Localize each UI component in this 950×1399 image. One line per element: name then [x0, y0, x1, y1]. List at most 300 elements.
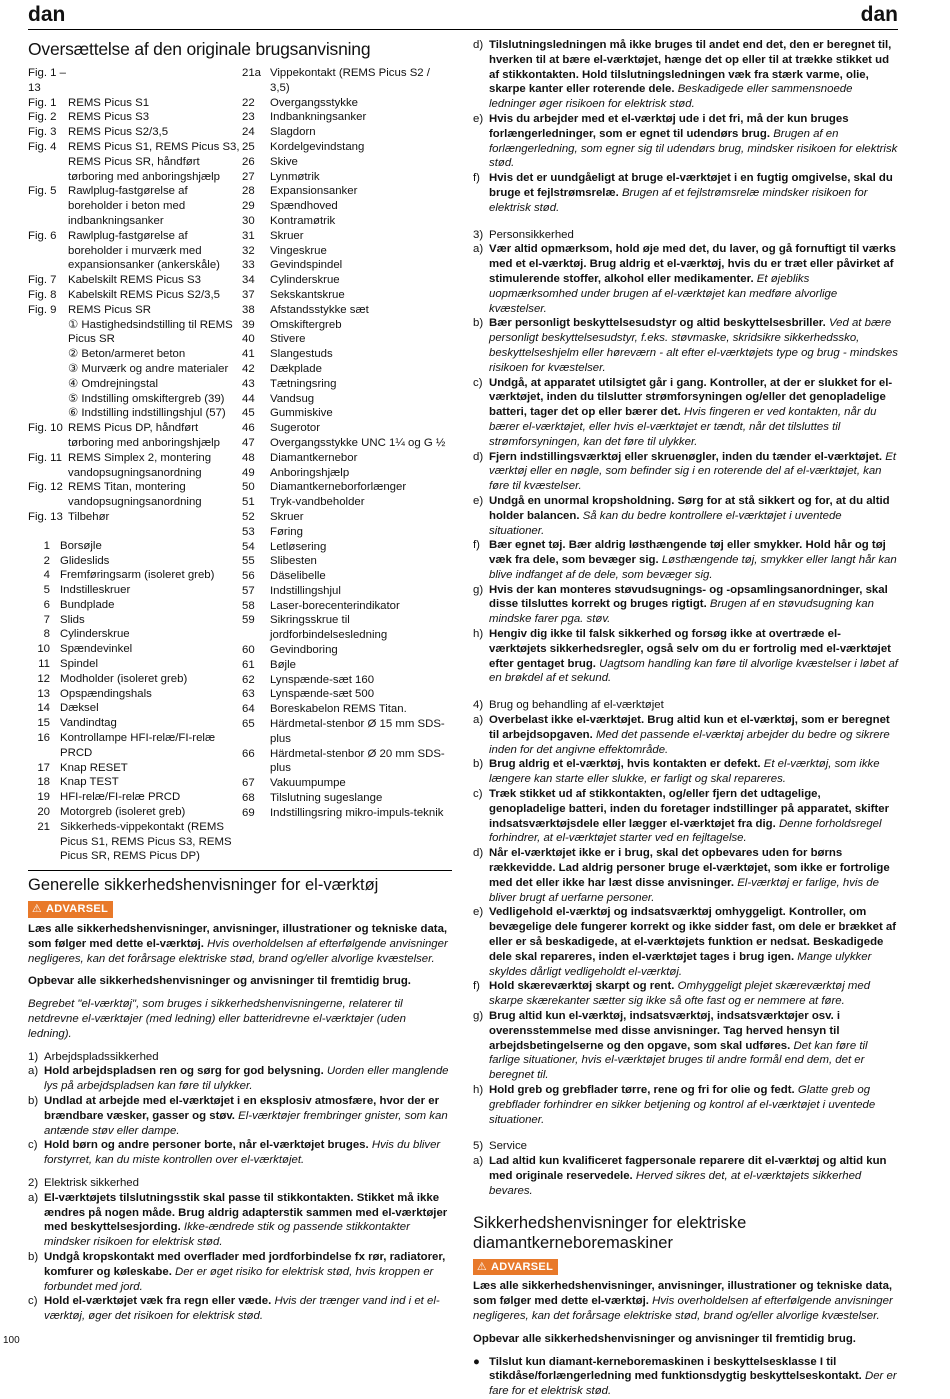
figure-row: [28, 288, 242, 303]
instruction-item: [473, 1009, 898, 1083]
item-bold-text: Vær altid opmærksom, hold øje med det, du laver, og gå fornuftigt til værks med et el-værktøj. Brug aldrig et el-værktøj, hvis du er træt eller påvirket af stimulerende stoffer, alkohol eller medikamenter.: [489, 243, 896, 285]
item-text: [489, 1083, 898, 1127]
intro-italic: Hvis overholdelsen af efterfølgende anvisninger negligeres, kan det forårsage elektriske stød, brand og/eller alvorlige kvæstelser.: [473, 1295, 893, 1322]
figure-row-value: ② Beton/armeret beton: [68, 348, 186, 361]
part-row-key: 28: [242, 185, 255, 198]
item-italic-text: El-værktøj er farlige, hvis de bliver brugt af uerfarne personer.: [489, 876, 879, 904]
instruction-item: [473, 112, 898, 171]
part-row: [242, 480, 452, 495]
part-row: [28, 701, 242, 716]
item-letter: e): [473, 906, 484, 919]
part-row-key: 29: [242, 200, 255, 213]
item-text: [489, 627, 898, 686]
item-bold-text: Tilslutningsledningen må ikke bruges til andet end det, den er beregnet til, hverken til at bære el-værktøjet, hænge det op eller til at trække stikket ud af stikkontakten. Hold tilslutningsledningen væk fra stærk varme, olie, skarpe kanter eller roterende dele.: [489, 39, 892, 96]
part-row-key: 60: [242, 644, 255, 657]
part-row-key: 13: [37, 687, 50, 700]
figure-row: [28, 362, 242, 377]
figure-row: [28, 421, 242, 451]
part-row: [242, 673, 452, 688]
part-row-value: Slagdorn: [270, 126, 316, 139]
part-row: [28, 761, 242, 776]
figure-row: [28, 66, 242, 96]
part-row-key: 23: [242, 111, 255, 124]
section-heading-5: [473, 1139, 898, 1154]
item-italic-text: Løsthængende tøj, smykker eller langt hår kan blive indfanget af de dele, som bevæger sig.: [489, 554, 897, 581]
item-letter: c): [28, 1139, 38, 1152]
spacer: [28, 525, 242, 539]
item-text: [489, 316, 898, 375]
section-title-1: Arbejdspladssikkerhed: [44, 1050, 159, 1063]
item-letter: d): [473, 847, 484, 860]
section-number: 2): [28, 1176, 39, 1189]
part-row-value: Gummiskive: [270, 407, 333, 420]
item-text: [44, 1138, 452, 1168]
part-row-key: 14: [37, 702, 50, 715]
intro-paragraph-2: [473, 1279, 898, 1323]
part-row-value: Opspændingshals: [60, 687, 152, 700]
part-row-key: 15: [37, 717, 50, 730]
item-italic-text: Brugen af en støvudsugning kan mindske farer pga. støv.: [489, 598, 874, 626]
section-4-items: [473, 713, 898, 1127]
parts-list-a: [28, 539, 242, 865]
part-row: [242, 643, 452, 658]
part-row-key: 50: [242, 481, 255, 494]
section-number: 5): [473, 1140, 484, 1153]
diamond-safety-title: Sikkerhedshenvisninger for elektriske diamantkerneboremaskiner: [473, 1213, 747, 1252]
part-row: [28, 568, 242, 583]
figure-row-key: Fig. 1: [28, 96, 57, 109]
part-row-value: Sikringsskrue til jordforbindelsesledning: [270, 614, 388, 642]
part-row-key: 57: [242, 584, 255, 597]
part-row: [242, 525, 452, 540]
item-bold-text: Undgå en unormal kropsholdning. Sørg for at stå sikkert og for, at du altid holder balancen.: [489, 494, 890, 522]
part-row-value: Tætningsring: [270, 377, 337, 390]
warning-label: ADVARSEL: [46, 903, 109, 916]
part-row-value: Føring: [270, 525, 303, 538]
part-row-key: 25: [242, 140, 255, 153]
item-letter: h): [473, 628, 484, 641]
item-bold-text: Hvis du arbejder med et el-værktøj ude i det fri, må der kun bruges forlængerledninger, som er egnet til udendørs brug.: [489, 112, 849, 140]
figure-row-key: Fig. 1 – 13: [28, 67, 66, 94]
part-row: [242, 584, 452, 599]
part-row-key: 27: [242, 170, 255, 183]
part-row-key: 69: [242, 806, 255, 819]
item-letter: b): [28, 1250, 39, 1263]
part-row-key: 59: [242, 614, 255, 627]
part-row-value: Borsøjle: [60, 539, 102, 552]
figure-row-key: [28, 318, 68, 348]
part-row-value: Vakuumpumpe: [270, 777, 346, 790]
part-row: [242, 347, 452, 362]
part-row-key: 61: [242, 658, 255, 671]
part-row-value: Motorgreb (isoleret greb): [60, 806, 186, 819]
part-row-key: 18: [37, 776, 50, 789]
left-column: [28, 38, 452, 1324]
general-safety-title: Generelle sikkerhedshenvisninger for el-værktøj: [28, 876, 379, 895]
part-row: [28, 687, 242, 702]
part-row: [242, 96, 452, 111]
section-5-items: [473, 1154, 898, 1198]
instruction-item: [473, 171, 898, 215]
part-row: [242, 702, 452, 717]
item-italic-text: Det kan føre til farlige situationer, hvis el-værktøjet bruges til andre formål end dem, det er beregnet til.: [489, 1039, 868, 1082]
part-row-value: Letløsering: [270, 540, 327, 553]
item-bold-text: Fjern indstillingsværktøj eller skruenøgler, inden du tænder el-værktøjet.: [489, 450, 883, 463]
item-letter: f): [473, 539, 480, 552]
instruction-item: [473, 242, 898, 316]
header-language-right: dan: [860, 3, 898, 26]
item-bold-text: Hold arbejdspladsen ren og sørg for god belysning.: [44, 1065, 324, 1078]
part-row-value: Indstillingsring mikro-impuls-teknik: [270, 806, 444, 819]
warning-triangle-icon: ⚠: [31, 903, 43, 916]
instruction-item: [28, 1294, 452, 1324]
part-row: [242, 747, 452, 777]
figure-row-value: REMS Picus S1, REMS Picus S3, REMS Picus SR, håndført tørboring med anboringshjælp: [68, 140, 240, 183]
part-row-key: 12: [37, 672, 50, 685]
part-row-value: Stivere: [270, 333, 306, 346]
item-italic-text: Glatte greb og grebflader forhindrer en sikker betjening og kontrol af el-værktøjet i uventede situationer.: [489, 1083, 876, 1126]
item-bold-text: Hvis det er uundgåeligt at bruge el-værktøjet i en fugtig omgivelse, skal du bruge et fejlstrømsrelæ.: [489, 172, 893, 199]
part-row-value: Skruer: [270, 510, 304, 523]
item-text: [489, 450, 898, 494]
part-row-value: Spindel: [60, 658, 98, 671]
part-row-key: 19: [37, 791, 50, 804]
part-row-value: Vandsug: [270, 392, 315, 405]
part-row-value: Härdmetal-stenbor Ø 15 mm SDS-plus: [270, 718, 445, 745]
item-bold-text: Overbelast ikke el-værktøjet. Brug altid kun et el-værktøj, som er beregnet til arbejdsopgaven.: [489, 714, 890, 741]
item-letter: a): [473, 1155, 484, 1168]
part-row-key: 44: [242, 392, 255, 405]
item-letter: f): [473, 980, 480, 993]
item-italic-text: Med det passende el-værktøj arbejder du bedre og sikrere inden for det angivne effektområde.: [489, 728, 890, 756]
instruction-item: [473, 1154, 898, 1198]
part-row-key: 38: [242, 303, 255, 316]
part-row-key: 43: [242, 377, 255, 390]
part-row-value: Anboringshjælp: [270, 466, 350, 479]
item-italic-text: Hvis du bliver forstyrret, kan du miste kontrollen over el-værktøjet.: [44, 1139, 441, 1167]
figure-row: [28, 406, 242, 421]
part-row-value: Däselibelle: [270, 570, 326, 583]
item-text: [44, 1064, 452, 1094]
section-heading-4: [473, 698, 898, 713]
figure-row-key: [28, 362, 68, 377]
figure-row-key: Fig. 11: [28, 451, 62, 464]
part-row: [242, 273, 452, 288]
part-row-value: Indbankningsanker: [270, 111, 367, 124]
item-text: [44, 1250, 452, 1294]
figure-row-value: ① Hastighedsindstilling til REMS Picus SR: [68, 318, 233, 346]
item-letter: c): [473, 376, 483, 389]
item-italic-text: Et el-værktøj, som ikke længere kan starte eller slukke, er farligt og skal repareres.: [489, 758, 880, 786]
figure-row-key: [28, 392, 68, 407]
part-row-key: 37: [242, 288, 255, 301]
item-bold-text: Bær egnet tøj. Bær aldrig løsthængende tøj eller smykker. Hold hår og tøj væk fra dele, som bevæger sig.: [489, 539, 886, 567]
part-row: [28, 820, 242, 864]
part-row-key: 6: [43, 598, 50, 611]
part-row: [242, 303, 452, 318]
item-bold-text: Hold børn og andre personer borte, når el-værktøjet bruges.: [44, 1139, 369, 1152]
item-italic-text: Uorden eller manglende lys på arbejdspladsen kan føre til ulykker.: [44, 1065, 449, 1093]
figure-row-key: [28, 406, 68, 421]
instruction-item: [28, 1094, 452, 1138]
item-bold-text: Undgå, at apparatet utilsigtet går i gang. Kontroller, at der er slukket for el-værktøjet, inden du tilslutter strømforsyningen og/eller det genopladelige batteri, tager det op eller bærer det.: [489, 376, 893, 419]
figure-row: [28, 347, 242, 362]
part-row-value: Glideslids: [60, 554, 110, 567]
item-italic-text: Hvis fingeren er ved kontakten, når du bærer el-værktøjet, eller hvis el-værktøjet er tændt, når det tilsluttes til strømforsyningen, kan det føre til ulykker.: [489, 406, 877, 448]
instruction-item: [473, 713, 898, 757]
instruction-item: [28, 1250, 452, 1294]
item-text: [489, 905, 898, 979]
instruction-item: [473, 494, 898, 538]
part-row-value: Slibesten: [270, 555, 317, 568]
part-row-key: 22: [242, 96, 255, 109]
part-row: [242, 717, 452, 747]
part-row-key: 49: [242, 466, 255, 479]
part-row: [242, 436, 452, 451]
part-row-key: 4: [43, 569, 50, 582]
part-row-key: 5: [43, 584, 50, 597]
part-row-value: Slangestuds: [270, 348, 333, 361]
intro-italic: Hvis overholdelsen af efterfølgende anvisninger negligeres, kan det forårsage elektriske stød, brand og/eller alvorlige kvæstelser.: [28, 937, 448, 965]
part-row: [28, 731, 242, 761]
part-row-value: Gevindspindel: [270, 259, 343, 272]
part-row: [28, 627, 242, 642]
item-letter: b): [28, 1095, 39, 1107]
section-2-items-continued: [473, 38, 898, 216]
item-italic-text: Ikke-ændrede stik og passende stikkontakter mindsker risikoen for elektrisk stød.: [44, 1221, 410, 1249]
part-row: [28, 790, 242, 805]
item-italic-text: Herved sikres det, at el-værktøjets sikkerhed bevares.: [489, 1169, 862, 1197]
instruction-item: [28, 1191, 452, 1250]
item-letter: e): [473, 112, 484, 125]
part-row: [28, 775, 242, 790]
instruction-item: [28, 1064, 452, 1094]
part-row-value: HFI-relæ/FI-relæ PRCD: [60, 791, 181, 804]
item-text: [489, 112, 898, 171]
bullet-bold: Tilslut kun diamant-kerneboremaskinen i beskyttelsesklasse I til stikdåse/forlængerledning med funktionsdygtig beskyttelseskontakt.: [489, 1355, 862, 1383]
part-row-key: 41: [242, 348, 255, 361]
part-row: [242, 214, 452, 229]
part-row-key: 68: [242, 792, 255, 805]
part-row-value: Knap RESET: [60, 761, 128, 774]
instruction-item: [473, 316, 898, 375]
part-row-key: 2: [43, 554, 50, 567]
item-text: [489, 583, 898, 627]
figure-row: [28, 392, 242, 407]
item-bold-text: Undgå kropskontakt med overflader med jordforbindelse fx rør, radiatorer, komfurer og køleskabe.: [44, 1250, 446, 1278]
parts-list-b: [242, 66, 452, 821]
item-text: [489, 1154, 898, 1198]
item-letter: e): [473, 494, 484, 507]
figure-row: [28, 184, 242, 228]
instruction-item: [473, 787, 898, 846]
item-letter: h): [473, 1083, 484, 1096]
section-number: 4): [473, 699, 484, 712]
figure-row-value: Tilbehør: [68, 510, 110, 523]
part-row-key: 54: [242, 540, 255, 553]
item-text: [489, 376, 898, 450]
figure-row-value: Rawlplug-fastgørelse af boreholder i murværk med expansionsanker (ankerskåle): [68, 229, 220, 272]
item-italic-text: Et øjebliks uopmærksomhed under brugen af el-værktøjet kan medføre alvorlige kvæstelser.: [489, 272, 838, 315]
item-text: [489, 713, 898, 757]
part-row-key: 11: [38, 658, 50, 671]
part-row-key: 16: [37, 732, 50, 745]
figure-row: [28, 140, 242, 184]
figure-row-key: Fig. 9: [28, 303, 57, 316]
section-1-items: [28, 1064, 452, 1168]
part-row-value: Boreskabelon REMS Titan.: [270, 703, 407, 716]
part-row-key: 26: [242, 155, 255, 168]
figure-row: [28, 480, 242, 510]
part-row: [242, 540, 452, 555]
item-bold-text: Hengiv dig ikke til falsk sikkerhed og forsøg ikke at overtræde el-værktøjets sikkerhedsregler, også selv om du er fortrolig med el-værktøjet efter gentaget brug.: [489, 628, 891, 670]
part-row: [242, 318, 452, 333]
part-row-key: 67: [242, 777, 255, 790]
item-italic-text: Omhyggeligt plejet skæreværktøj med skarpe skærekanter sætter sig ikke så ofte fast og er nemmere at føre.: [489, 980, 871, 1008]
part-row: [28, 672, 242, 687]
section-3-items: [473, 242, 898, 686]
part-row-value: Lynspænde-sæt 160: [270, 673, 375, 686]
part-row-value: Sikkerheds-vippekontakt (REMS Picus S1, REMS Picus S3, REMS Picus SR, REMS Picus DP): [60, 820, 232, 863]
item-bold-text: El-værktøjets tilslutningsstik skal passe til stikkontakten. Stikket må ikke ændres på nogen måde. Brug aldrig adapterstik sammen med el-værktøjer med beskyttelsesjording.: [44, 1191, 448, 1234]
part-row: [242, 377, 452, 392]
part-row-value: Lynspænde-sæt 500: [270, 688, 375, 701]
intro-bold: Læs alle sikkerhedshenvisninger, anvisninger, illustrationer og tekniske data, som følger med dette el-værktøj.: [473, 1280, 893, 1308]
part-row: [242, 170, 452, 185]
page-header: [28, 3, 898, 30]
item-italic-text: Beskadigede eller sammensnoede ledninger øger risikoen for elektrisk stød.: [489, 83, 853, 111]
item-text: [489, 979, 898, 1009]
part-row-value: Lynmøtrik: [270, 170, 320, 183]
section-divider: [28, 870, 452, 871]
item-text: [44, 1094, 452, 1138]
part-row: [242, 421, 452, 436]
part-row-value: Indstillingshjul: [270, 584, 341, 597]
item-bold-text: Bær personligt beskyttelsesudstyr og altid beskyttelsesbriller.: [489, 317, 826, 330]
figure-row: [28, 510, 242, 525]
item-italic-text: Mange ulykker skyldes dårligt vedligeholdt el-værktøj.: [489, 950, 872, 978]
part-row: [242, 599, 452, 614]
part-row: [28, 805, 242, 820]
figure-row-key: [28, 377, 68, 392]
section-number: 1): [28, 1050, 39, 1063]
part-row: [242, 155, 452, 170]
instruction-item: [473, 583, 898, 627]
part-row-value: Bundplade: [60, 598, 115, 611]
part-row-key: 46: [242, 422, 255, 435]
legend-right: [242, 66, 452, 864]
part-row-key: 10: [37, 643, 50, 656]
part-row-key: 56: [242, 570, 255, 583]
part-row-value: Overgangsstykke UNC 1¼ og G ½: [270, 436, 446, 449]
part-row-value: Vingeskrue: [270, 244, 327, 257]
item-text: [489, 242, 898, 316]
figure-row-value: ⑤ Indstilling omskiftergreb (39): [68, 392, 225, 405]
part-row: [242, 406, 452, 421]
item-letter: d): [473, 39, 484, 51]
instruction-item: [473, 757, 898, 787]
part-row-key: 32: [242, 244, 255, 257]
figure-row-value: Kabelskilt REMS Picus S2/3,5: [68, 288, 220, 301]
item-italic-text: Et værktøj eller en nøgle, som befinder sig i en roterende del af el-værktøjet, kan føre til kvæstelser.: [489, 450, 896, 493]
item-bold-text: Vedligehold el-værktøj og indsatsværktøj omhyggeligt. Kontroller, om bevægelige dele fungerer korrekt og ikke sidder fast, om dele er brækket af eller er så beskadigede, at el-værktøjets funktion er nedsat. Beskadigede dele skal repareres, inden el-værktøjet tages i brug igen.: [489, 906, 897, 963]
figure-row-value: REMS Picus SR: [68, 303, 151, 316]
figure-row-key: Fig. 4: [28, 140, 57, 153]
part-row: [242, 569, 452, 584]
part-row: [242, 658, 452, 673]
instruction-item: [473, 846, 898, 905]
item-letter: b): [473, 317, 484, 330]
instruction-item: [473, 1083, 898, 1127]
part-row-value: Dæksel: [60, 702, 99, 715]
keep-instructions-2: Opbevar alle sikkerhedshenvisninger og anvisninger til fremtidig brug.: [473, 1332, 856, 1345]
item-italic-text: El-værktøjer frembringer gnister, som kan antænde støv eller dampe.: [44, 1109, 448, 1137]
part-row-key: 64: [242, 703, 255, 716]
part-row: [242, 554, 452, 569]
part-row: [242, 687, 452, 702]
part-row-key: 52: [242, 510, 255, 523]
instruction-item: [473, 538, 898, 582]
part-row: [242, 791, 452, 806]
item-italic-text: Brugen af et fejlstrømsrelæ mindsker risikoen for elektrisk stød.: [489, 186, 868, 214]
part-row: [242, 362, 452, 377]
item-text: [44, 1294, 452, 1324]
section-title-4: Brug og behandling af el-værktøjet: [489, 699, 664, 712]
item-bold-text: Brug aldrig et el-værktøj, hvis kontakten er defekt.: [489, 758, 761, 771]
item-text: [489, 538, 898, 582]
part-row-value: Spændevinkel: [60, 643, 133, 656]
part-row-value: Sekskantskrue: [270, 288, 345, 301]
page-number: 100: [3, 1335, 20, 1346]
part-row: [242, 140, 452, 155]
section-number: 3): [473, 228, 484, 241]
figure-row-key: Fig. 6: [28, 229, 57, 242]
intro-bold: Læs alle sikkerhedshenvisninger, anvisninger, illustrationer og tekniske data, som følger med dette el-værktøj.: [28, 923, 448, 950]
figure-row-value: [68, 66, 242, 96]
figure-row-key: Fig. 7: [28, 274, 57, 287]
part-row-value: Kontramøtrik: [270, 214, 336, 227]
part-row-value: Knap TEST: [60, 776, 119, 789]
intro-paragraph: [28, 922, 452, 966]
part-row-key: 21a: [242, 67, 262, 79]
instruction-item: [473, 979, 898, 1009]
figure-row-value: REMS Picus S2/3,5: [68, 126, 169, 139]
part-row: [242, 776, 452, 791]
figure-row-key: [28, 347, 68, 362]
figure-row-key: Fig. 12: [28, 481, 63, 494]
part-row-value: Vippekontakt (REMS Picus S2 / 3,5): [270, 67, 430, 94]
part-row-value: Härdmetal-stenbor Ø 20 mm SDS-plus: [270, 747, 445, 775]
section-heading-1: [28, 1050, 452, 1065]
figure-row-key: Fig. 3: [28, 126, 57, 139]
figure-row: [28, 229, 242, 273]
part-row-key: 39: [242, 318, 255, 331]
legend-grid: [28, 66, 452, 864]
part-row-value: Expansionsanker: [270, 185, 358, 198]
part-row-key: 34: [242, 274, 255, 287]
legend-left: [28, 66, 242, 864]
figure-row-value: REMS Picus S1: [68, 96, 150, 109]
warning-badge: [28, 901, 113, 918]
part-row-value: Afstandsstykke sæt: [270, 303, 369, 316]
warning-label: ADVARSEL: [491, 1260, 554, 1273]
part-row-key: 47: [242, 436, 255, 449]
part-row-key: 20: [37, 806, 50, 819]
instruction-item: [28, 1138, 452, 1168]
figure-row-value: REMS Simplex 2, montering vandopsugningsanordning: [68, 451, 212, 479]
item-bold-text: Når el-værktøjet ikke er i brug, skal det opbevares uden for børns rækkevidde. Lad aldrig personer bruge el-værktøjet, som ikke er fortrolige med det eller ikke har læst disse anvisninger.: [489, 847, 890, 889]
part-row: [28, 583, 242, 598]
